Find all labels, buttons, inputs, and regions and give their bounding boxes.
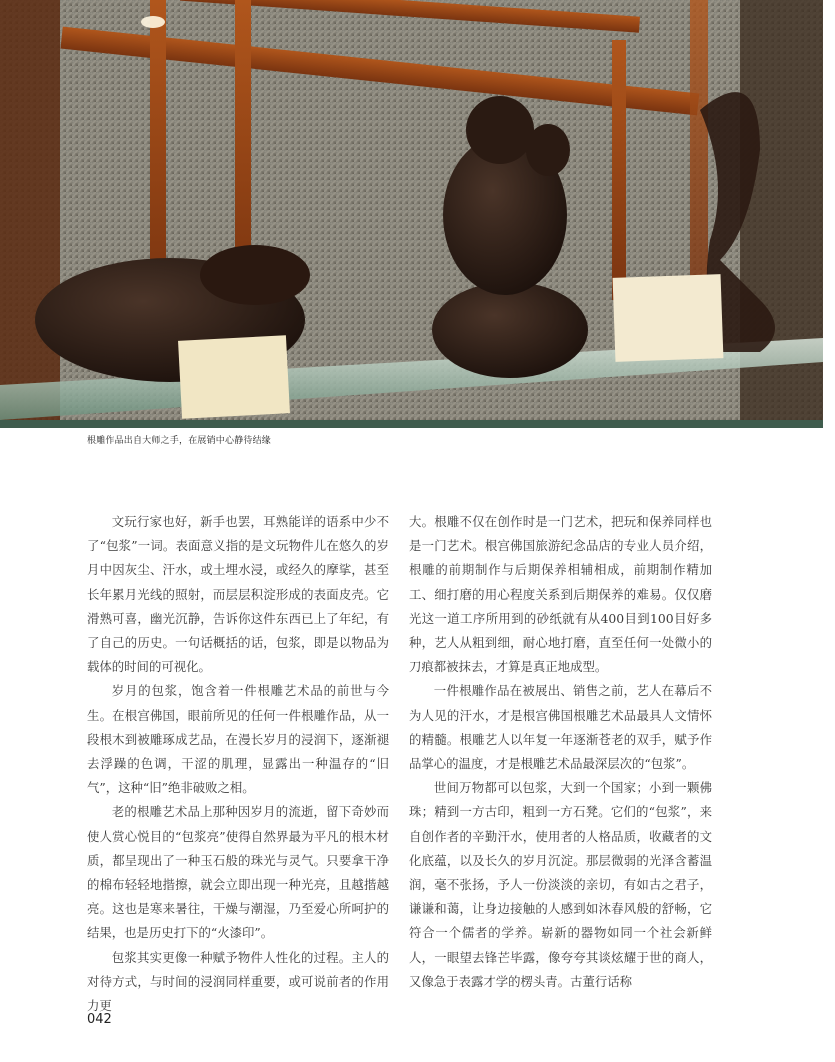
- article-line: 精到一方古印，粗到一方石凳。它们的“包浆”，来自创作者: [409, 804, 713, 844]
- article-line: 雕琢成艺品，在漫长岁月的浸润下，逐渐褪去浮躁的色调，: [87, 731, 390, 772]
- article-line: 大。根雕不仅在创作时是一门艺术，把玩和保养同样也是一: [409, 514, 712, 554]
- article-line: 根宫佛国，眼前所见的任何一件根雕作品，从一段根木到被: [87, 707, 390, 747]
- article-line: 包浆其实更像一种赋予物件人性化的过程。主人的对: [87, 949, 389, 989]
- article-line: 句话概括的话，包浆，即是以物品为载体的时间的可视化。: [87, 635, 390, 675]
- article-line: 败之相。: [205, 780, 255, 796]
- article-line: 器物如同一个社会新鲜人，一眼望去锋芒毕露，像夸夸其谈: [409, 925, 713, 965]
- article-line: 一件根雕作品在被展出、销售之前，艺人在幕后不为人: [409, 683, 712, 723]
- article-line: 光沉静，告诉你这件东西已上了年纪，有了自己的历史。一: [87, 610, 390, 651]
- article-line: 一份淡淡的亲切，有如古之君子，谦谦和蔼，让身边接触的: [409, 877, 713, 917]
- article-line: 轻地揩擦，就会立即出现一种光亮，且越揩越亮。这也是寒: [87, 877, 390, 917]
- display-case-photo: [0, 0, 823, 428]
- article-line: 下的“火漆印”。: [186, 925, 274, 941]
- article-line: 待方式，与时间的浸润同样重要，或可说前者的作用力更: [87, 973, 390, 1014]
- article-paragraph: [87, 800, 389, 945]
- article-paragraph: [87, 679, 389, 800]
- article-line: 光线的照射，而层层积淀形成的表面皮壳。它滑熟可喜，幽: [87, 586, 390, 626]
- article-line: 心程度关系到后期保养的难易。仅仅磨光这一道工序所用: [409, 586, 713, 626]
- article-line: 地打磨，直至任何一处微小的刀痕都被抹去，才算是真正地: [409, 635, 713, 675]
- article-line: 度，才是根雕艺术品最深层次的“包浆”。: [470, 756, 695, 772]
- article-line: 人感到如沐春风般的舒畅，它符合一个儒者的学养。崭新的: [409, 901, 713, 941]
- article-line: 都呈现出了一种玉石般的珠光与灵气。只要拿干净的棉布轻: [87, 852, 390, 893]
- article-line: 见的汗水，才是根宫佛国根雕艺术品最具人文情怀的精髓。: [409, 707, 713, 747]
- article-line: 到的砂纸就有从400目到100目好多种，艺人从粗到细，耐心: [409, 610, 712, 651]
- article-line: 岁月的包浆，饱含着一件根雕艺术品的前世与今生。在: [87, 683, 389, 723]
- article-line: 长久的岁月沉淀。那层微弱的光泽含蓄温润，毫不张扬，予人: [409, 852, 713, 893]
- article-paragraph: [409, 679, 712, 776]
- article-line: 世间万物都可以包浆，大到一个国家；小到一颗佛珠；: [409, 780, 712, 820]
- article-line: 老的根雕艺术品上那种因岁月的流逝，留下奇妙而使: [87, 804, 389, 844]
- article-paragraph: [409, 510, 712, 679]
- article-line: 干涩的肌理，显露出一种温存的“旧气”，这种“旧”绝非破: [87, 756, 389, 796]
- article-paragraph: [87, 510, 389, 679]
- page-number: 042: [87, 1012, 112, 1027]
- article-line: 成型。: [570, 659, 608, 675]
- article-line: 炫耀于世的商人，又像急于表露才学的楞头青。古董行话称: [409, 949, 713, 989]
- article-line: 文玩行家也好，新手也罢，耳熟能详的语系中少不了: [87, 514, 389, 554]
- right-column: [409, 510, 712, 994]
- article-line: 来暑往，干燥与潮湿，乃至爱心所呵护的结果，也是历史打: [87, 901, 390, 941]
- article-line: “包浆”一词。表面意义指的是文玩物件儿在悠久的岁月中: [87, 538, 390, 578]
- article-line: 因灰尘、汗水，或土埋水浸，或经久的摩挲，甚至长年累月: [87, 562, 390, 602]
- article-line: 人赏心悦目的“包浆亮”使得自然界最为平凡的根木材质，: [87, 828, 390, 868]
- article-paragraph: [87, 946, 389, 1019]
- article-paragraph: [409, 776, 712, 994]
- article-line: 门艺术。根宫佛国旅游纪念品店的专业人员介绍，根雕的前: [409, 538, 713, 578]
- article-line: 根雕艺人以年复一年逐渐苍老的双手，赋予作品掌心的温: [409, 731, 713, 772]
- photo-caption: 根雕作品出自大师之手，在展销中心静待结缘: [87, 436, 272, 446]
- article-line: 期制作与后期保养相辅相成，前期制作精加工、细打磨的用: [409, 562, 713, 602]
- article-line: 的辛勤汗水，使用者的人格品质，收藏者的文化底蕴，以及: [409, 828, 713, 868]
- left-column: [87, 510, 389, 1018]
